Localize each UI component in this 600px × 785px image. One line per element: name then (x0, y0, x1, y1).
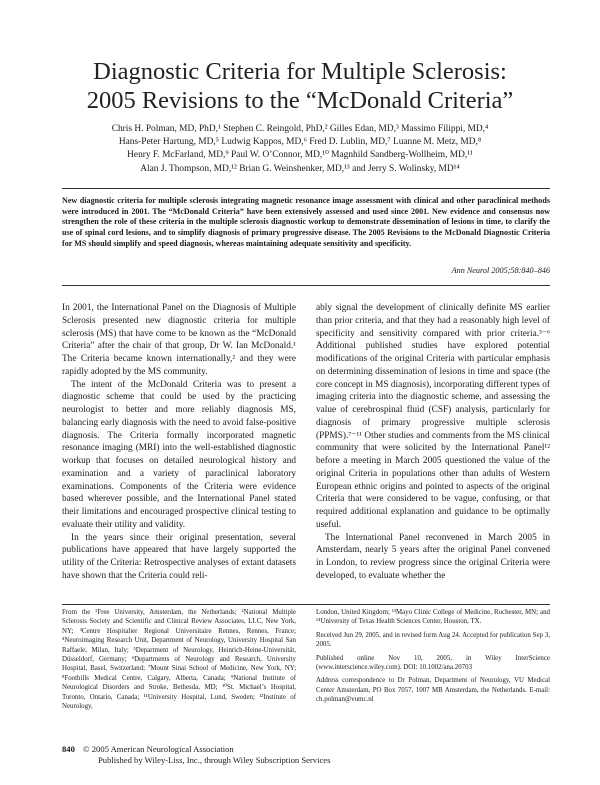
author-line-1: Chris H. Polman, MD, PhD,¹ Stephen C. Reingold, PhD,² Gilles Edan, MD,³ Massimo Filippi, MD,⁴ (111, 124, 489, 134)
footnote-divider (62, 604, 550, 605)
author-line-3: Henry F. McFarland, MD,⁹ Paul W. O’Connor, MD,¹⁰ Magnhild Sandberg-Wollheim, MD,¹¹ (127, 150, 473, 161)
affiliations-continued: London, United Kingdom; ¹³Mayo Clinic College of Medicine, Rochester, MN; and ¹⁴University of Texas Health Sciences Center, Houston, TX. (316, 609, 550, 626)
journal-citation: Ann Neurol 2005;58:840–846 (451, 266, 550, 275)
copyright: © 2005 American Neurological Association (83, 744, 234, 754)
page-number: 840 (62, 744, 75, 754)
affiliations-footnote (62, 608, 296, 711)
published-online: Published online Nov 10, 2005, in Wiley InterScience (www.interscience.wiley.com). DOI: 10.1002/ana.20703 (316, 654, 550, 672)
author-line-2: Hans-Peter Hartung, MD,⁵ Ludwig Kappos, MD,⁶ Fred D. Lublin, MD,⁷ Luanne M. Metz, MD,⁸ (118, 137, 482, 148)
received-dates: Received Jun 29, 2005, and in revised form Aug 24. Accepted for publication Sep 3, 2005. (316, 631, 550, 649)
abstract-bottom-divider (62, 285, 550, 286)
title-line-1: Diagnostic Criteria for Multiple Sclerosis: (93, 58, 507, 85)
body-left-column (62, 302, 296, 583)
paragraph: The intent of the McDonald Criteria was to present a diagnostic scheme that could be used by the practicing neurologist to better and more reliably diagnosis MS, balancing early diagnosis with the need to avoid false-positive diagnosis. The Criteria formally incorporated magnetic resonance imaging (MRI) into the well-established diagnostic workup that focuses on detailed neurological history and examination and a variety of paraclinical laboratory examinations. Components of the Criteria were evidence based wherever possible, and the International Panel stated their limitations and encouraged prospective clinical testing to evaluate their utility and validity. (62, 379, 296, 530)
affiliations-text: From the ¹Free University, Amsterdam, the Netherlands; ²National Multiple Sclerosis Society and Scientific and Clinical Review Associates, LLC, New York, NY; ³Centre Hospitalier Regional Universitaire Rennes, Rennes, France; ⁴Neuroimaging Research Unit, Department of Neurology, University Hospital San Raffaele, Milan, Italy; ⁵Department of Neurology, Heinrich-Heine-Universität, Düsseldorf, Germany; ⁶Departments of Neurology and Research, University Hospital, Basel, Switzerland; ⁷Mount Sinai School of Medicine, New York, NY; ⁸Foothills Medical Centre, Calgary, Alberta, Canada; ⁹National Institute of Neurological Disorders and Stroke, Bethesda, MD; ¹⁰St. Michael’s Hospital, Toronto, Ontario, Canada; ¹¹University Hospital, Lund, Sweden; ¹²Institute of Neurology, (62, 609, 296, 711)
page-footer (62, 744, 330, 766)
abstract: New diagnostic criteria for multiple sclerosis integrating magnetic resonance image assessment with clinical and other paraclinical methods were introduced in 2001. The “McDonald Criteria” have been extensively assessed and used since 2001. New evidence and consensus now strengthen the role of these criteria in the multiple sclerosis diagnostic workup to demonstrate dissemination of lesions in time, to clarify the use of spinal cord lesions, and to simplify diagnosis of primary progressive disease. The 2005 Revisions to the McDonald Diagnostic Criteria for MS should simplify and speed diagnosis, whereas maintaining adequate sensitivity and specificity. (62, 196, 550, 248)
paragraph: The International Panel reconvened in March 2005 in Amsterdam, nearly 5 years after the original Panel convened in London, to review progress since the original Criteria were developed, to evaluate whether the (316, 532, 550, 581)
abstract-top-divider (62, 188, 550, 189)
paragraph: In 2001, the International Panel on the Diagnosis of Multiple Sclerosis presented new diagnostic criteria for multiple sclerosis (MS) that have come to be known as the “McDonald Criteria” after the chair of that group, Dr W. Ian McDonald.¹ The Criteria became known internationally,² and they were rapidly adopted by the MS community. (62, 303, 296, 377)
author-line-4: Alan J. Thompson, MD,¹² Brian G. Weinshenker, MD,¹³ and Jerry S. Wolinsky, MD¹⁴ (140, 163, 460, 174)
publication-footnote (316, 608, 550, 705)
article-title (0, 57, 600, 115)
author-list (40, 123, 560, 176)
title-line-2: 2005 Revisions to the “McDonald Criteria” (86, 87, 514, 114)
paragraph: In the years since their original presentation, several publications have appeared that have largely supported the utility of the Criteria: Retrospective analyses of extant datasets have shown that the Criteria could reli- (62, 532, 296, 581)
publisher-line: Published by Wiley-Liss, Inc., through Wiley Subscription Services (98, 755, 331, 766)
body-right-column (316, 302, 550, 583)
correspondence-address: Address correspondence to Dr Polman, Department of Neurology, VU Medical Center Amsterdam, PO Box 7057, 1007 MB Amsterdam, the Netherlands. E-mail: ch.polman@vumc.nl (316, 677, 550, 704)
paragraph: ably signal the development of clinically definite MS earlier than prior criteria, and that they had a reasonably high level of specificity and sensitivity compared with prior criteria.³⁻⁶ Additional published studies have explored potential modifications of the original Criteria with particular emphasis on determining dissemination of lesions in time and space (the core concept in MS diagnosis), incorporating different types of imaging criteria into the diagnostic scheme, and assessing the value of cerebrospinal fluid (CSF) analysis, particularly for diagnosis of primary progressive multiple sclerosis (PPMS).⁷⁻¹¹ Other studies and comments from the MS clinical community that were solicited by the International Panel¹² before a meeting in March 2005 questioned the value of the original Criteria in populations other than adults of Western European ethnic origins and pointed to aspects of the original Criteria that were considered to be vague, confusing, or that required additional explanation and guidance to be optimally useful. (316, 303, 550, 530)
